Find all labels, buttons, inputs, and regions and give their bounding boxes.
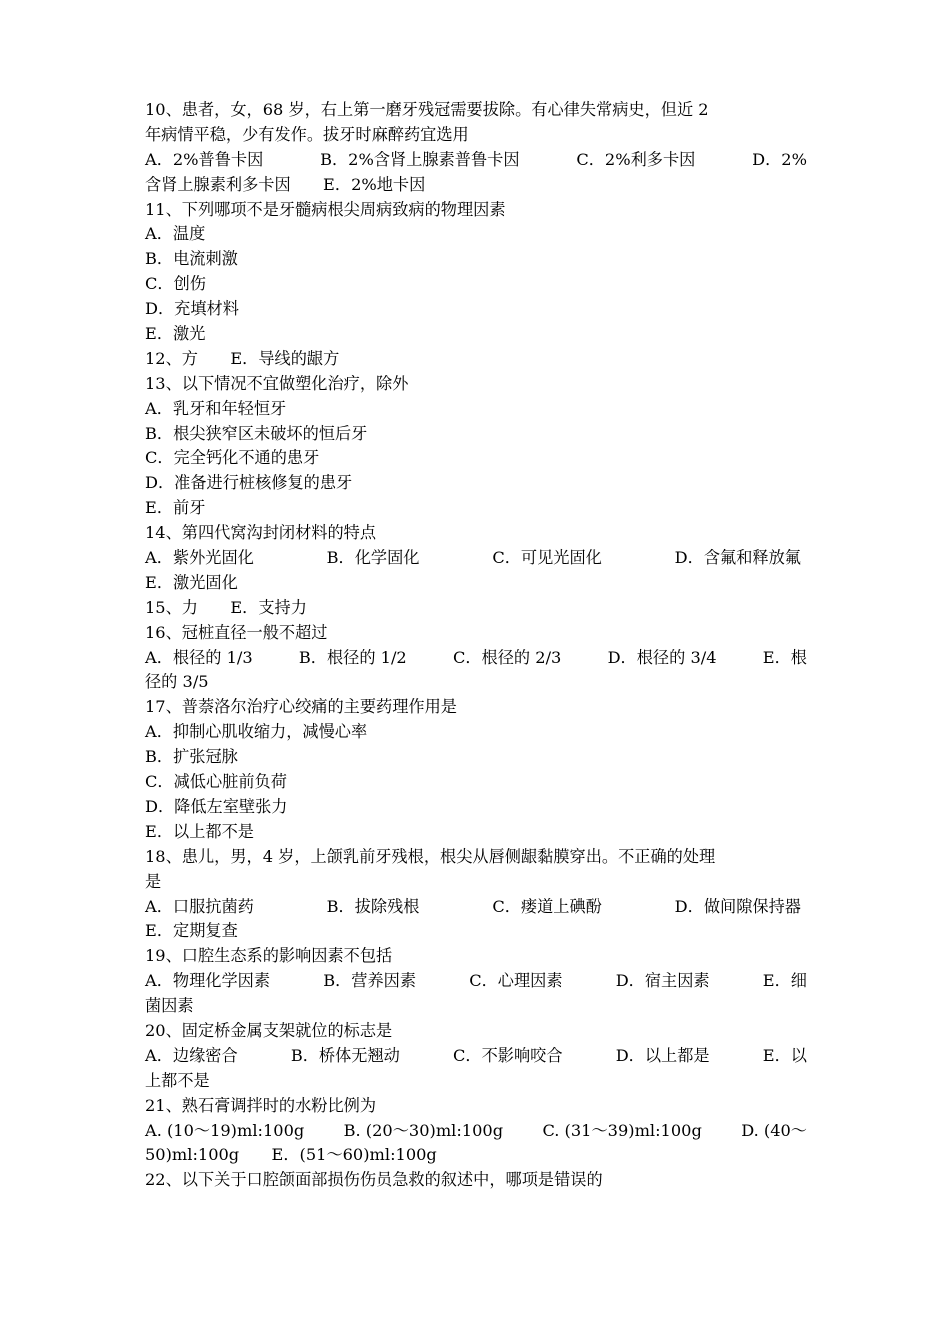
option: E．根 bbox=[762, 647, 807, 667]
text-line: 16、冠桩直径一般不超过 bbox=[145, 622, 328, 642]
text-line: 15、力 E．支持力 bbox=[145, 597, 307, 617]
option: C．心理因素 bbox=[469, 971, 563, 991]
option: D．含氟和释放氟 bbox=[674, 548, 801, 568]
options-line bbox=[145, 895, 801, 920]
options-line bbox=[145, 969, 807, 994]
option: A．口服抗菌药 bbox=[145, 896, 254, 916]
text-line: C．减低心脏前负荷 bbox=[145, 772, 287, 792]
option: D．以上都是 bbox=[615, 1045, 710, 1065]
option: B．根径的 1/2 bbox=[298, 647, 407, 667]
option: C．不影响咬合 bbox=[453, 1045, 563, 1065]
text-line: 是 bbox=[145, 871, 162, 891]
text-line: A．温度 bbox=[145, 224, 206, 244]
option: D. (40～ bbox=[741, 1120, 807, 1140]
text-line: 17、普萘洛尔治疗心绞痛的主要药理作用是 bbox=[145, 697, 457, 717]
text-line: A．抑制心肌收缩力，减慢心率 bbox=[145, 722, 368, 742]
option: A．物理化学因素 bbox=[145, 971, 271, 991]
options-line bbox=[145, 1044, 807, 1069]
option: D．根径的 3/4 bbox=[607, 647, 717, 667]
options-line bbox=[145, 646, 807, 671]
options-line bbox=[145, 148, 807, 173]
option: B．桥体无翘动 bbox=[290, 1045, 400, 1065]
option: C．瘘道上碘酚 bbox=[492, 896, 602, 916]
option: D．做间隙保持器 bbox=[674, 896, 801, 916]
option: C．2%利多卡因 bbox=[576, 149, 696, 169]
option: D．2% bbox=[752, 149, 807, 169]
option: E．以 bbox=[762, 1045, 807, 1065]
options-line bbox=[145, 1119, 807, 1144]
text-line: A．乳牙和年轻恒牙 bbox=[145, 398, 287, 418]
text-line: 上都不是 bbox=[145, 1070, 210, 1090]
text-line: D．充填材料 bbox=[145, 299, 239, 319]
option: E．细 bbox=[762, 971, 807, 991]
option: B．2%含肾上腺素普鲁卡因 bbox=[320, 149, 520, 169]
text-line: 20、固定桥金属支架就位的标志是 bbox=[145, 1020, 393, 1040]
text-line: 22、以下关于口腔颌面部损伤伤员急救的叙述中，哪项是错误的 bbox=[145, 1170, 603, 1190]
text-line: C．创伤 bbox=[145, 274, 206, 294]
text-line: E．激光固化 bbox=[145, 572, 238, 592]
option: D．宿主因素 bbox=[615, 971, 710, 991]
text-line: 10、患者，女，68 岁，右上第一磨牙残冠需要拔除。有心律失常病史，但近 2 bbox=[145, 100, 709, 119]
text-line: 13、以下情况不宜做塑化治疗，除外 bbox=[145, 373, 409, 393]
option: B. (20～30)ml:100g bbox=[343, 1120, 504, 1140]
option: A．边缘密合 bbox=[145, 1045, 238, 1065]
option: B．营养因素 bbox=[323, 971, 417, 991]
text-line: E．前牙 bbox=[145, 498, 206, 518]
option: B．化学固化 bbox=[326, 548, 420, 568]
text-line: D．准备进行桩核修复的患牙 bbox=[145, 473, 353, 493]
text-line: E．激光 bbox=[145, 324, 206, 344]
option: A. (10～19)ml:100g bbox=[145, 1120, 305, 1140]
text-line: E．以上都不是 bbox=[145, 821, 254, 841]
text-line: B．电流刺激 bbox=[145, 249, 238, 269]
text-line: B．根尖狭窄区未破坏的恒后牙 bbox=[145, 423, 368, 443]
option: A．紫外光固化 bbox=[145, 548, 254, 568]
option: B．拔除残根 bbox=[326, 896, 420, 916]
option: C. (31～39)ml:100g bbox=[542, 1120, 702, 1140]
text-line: 径的 3/5 bbox=[145, 672, 209, 692]
text-line: 含肾上腺素利多卡因 E．2%地卡因 bbox=[145, 174, 426, 194]
text-line: C．完全钙化不通的患牙 bbox=[145, 448, 320, 468]
options-line bbox=[145, 546, 801, 571]
text-line: 年病情平稳，少有发作。拔牙时麻醉药宜选用 bbox=[145, 124, 469, 144]
text-line: 14、第四代窝沟封闭材料的特点 bbox=[145, 523, 377, 543]
option: C．可见光固化 bbox=[492, 548, 602, 568]
text-line: 50)ml:100g E．(51～60)ml:100g bbox=[145, 1145, 437, 1165]
text-line: 18、患儿，男，4 岁，上颌乳前牙残根，根尖从唇侧龈黏膜穿出。不正确的处理 bbox=[145, 846, 716, 866]
text-line: E．定期复查 bbox=[145, 921, 238, 941]
text-line: 19、口腔生态系的影响因素不包括 bbox=[145, 946, 393, 966]
option: A．根径的 1/3 bbox=[145, 647, 253, 667]
text-line: B．扩张冠脉 bbox=[145, 747, 238, 767]
document-page bbox=[145, 98, 807, 1193]
text-line: 11、下列哪项不是牙髓病根尖周病致病的物理因素 bbox=[145, 199, 506, 219]
text-line: 12、方 E．导线的龈方 bbox=[145, 348, 340, 368]
option: C．根径的 2/3 bbox=[452, 647, 562, 667]
option: A．2%普鲁卡因 bbox=[145, 149, 264, 169]
text-line: D．降低左室壁张力 bbox=[145, 796, 288, 816]
text-line: 菌因素 bbox=[145, 996, 194, 1016]
text-line: 21、熟石膏调拌时的水粉比例为 bbox=[145, 1095, 377, 1115]
